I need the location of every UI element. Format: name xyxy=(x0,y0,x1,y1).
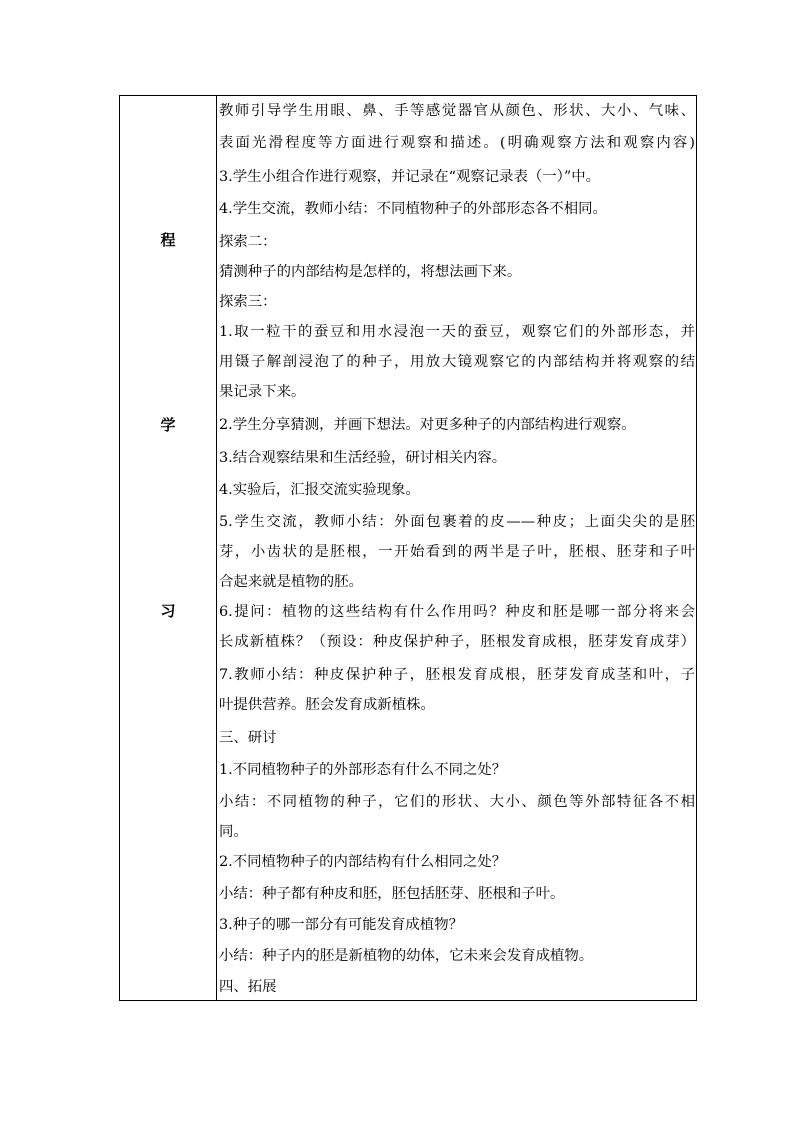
text-line: 芽，小齿状的是胚根，一开始看到的两半是子叶，胚根、胚芽和子叶 xyxy=(219,544,695,560)
text-line: 表面光滑程度等方面进行观察和描述。(明确观察方法和观察内容) xyxy=(219,135,695,151)
side-label-cheng: 程 xyxy=(160,231,176,249)
text-line: 2.不同植物种子的内部结构有什么相同之处？ xyxy=(219,854,507,870)
text-line: 小结：种子都有种皮和胚，胚包括胚芽、胚根和子叶。 xyxy=(219,886,565,902)
text-line: 果记录下来。 xyxy=(219,384,306,400)
text-line: 1.取一粒干的蚕豆和用水浸泡一天的蚕豆，观察它们的外部形态，并 xyxy=(219,324,695,340)
text-line: 教师引导学生用眼、鼻、手等感觉器官从颜色、形状、大小、气味、 xyxy=(219,103,695,119)
text-line: 合起来就是植物的胚。 xyxy=(219,574,363,590)
text-line: 探索二： xyxy=(219,234,277,250)
text-line: 长成新植株？（预设：种皮保护种子，胚根发育成根，胚芽发育成芽） xyxy=(219,634,695,650)
text-line: 4.学生交流，教师小结：不同植物种子的外部形态各不相同。 xyxy=(219,201,607,217)
text-line: 探索三： xyxy=(219,294,277,310)
text-line: 四、拓展 xyxy=(219,979,277,995)
text-line: 1.不同植物种子的外部形态有什么不同之处？ xyxy=(219,762,507,778)
text-line: 猜测种子的内部结构是怎样的，将想法画下来。 xyxy=(219,264,522,280)
text-line: 7.教师小结：种皮保护种子，胚根发育成根，胚芽发育成茎和叶，子 xyxy=(219,667,695,683)
text-line: 5.学生交流，教师小结：外面包裹着的皮——种皮；上面尖尖的是胚 xyxy=(219,514,695,530)
text-line: 叶提供营养。胚会发育成新植株。 xyxy=(219,697,435,713)
column-divider xyxy=(216,96,217,1000)
text-line: 小结：种子内的胚是新植物的幼体，它未来会发育成植物。 xyxy=(219,948,594,964)
lesson-table xyxy=(119,95,697,1001)
text-line: 3.学生小组合作进行观察，并记录在“观察记录表（一）”中。 xyxy=(219,169,601,185)
text-line: 4.实验后，汇报交流实验现象。 xyxy=(219,482,420,498)
side-label-xue: 学 xyxy=(160,416,176,434)
text-line: 小结：不同植物的种子，它们的形状、大小、颜色等外部特征各不相 xyxy=(219,794,695,810)
text-line: 同。 xyxy=(219,824,248,840)
text-line: 3.种子的哪一部分有可能发育成植物？ xyxy=(219,917,463,933)
text-line: 2.学生分享猜测，并画下想法。对更多种子的内部结构进行观察。 xyxy=(219,417,636,433)
side-label-xi: 习 xyxy=(160,602,176,620)
text-line: 3.结合观察结果和生活经验，研讨相关内容。 xyxy=(219,450,507,466)
text-line: 三、研讨 xyxy=(219,730,277,746)
text-line: 用镊子解剖浸泡了的种子，用放大镜观察它的内部结构并将观察的结 xyxy=(219,354,695,370)
text-line: 6.提问：植物的这些结构有什么作用吗？种皮和胚是哪一部分将来会 xyxy=(219,604,695,620)
